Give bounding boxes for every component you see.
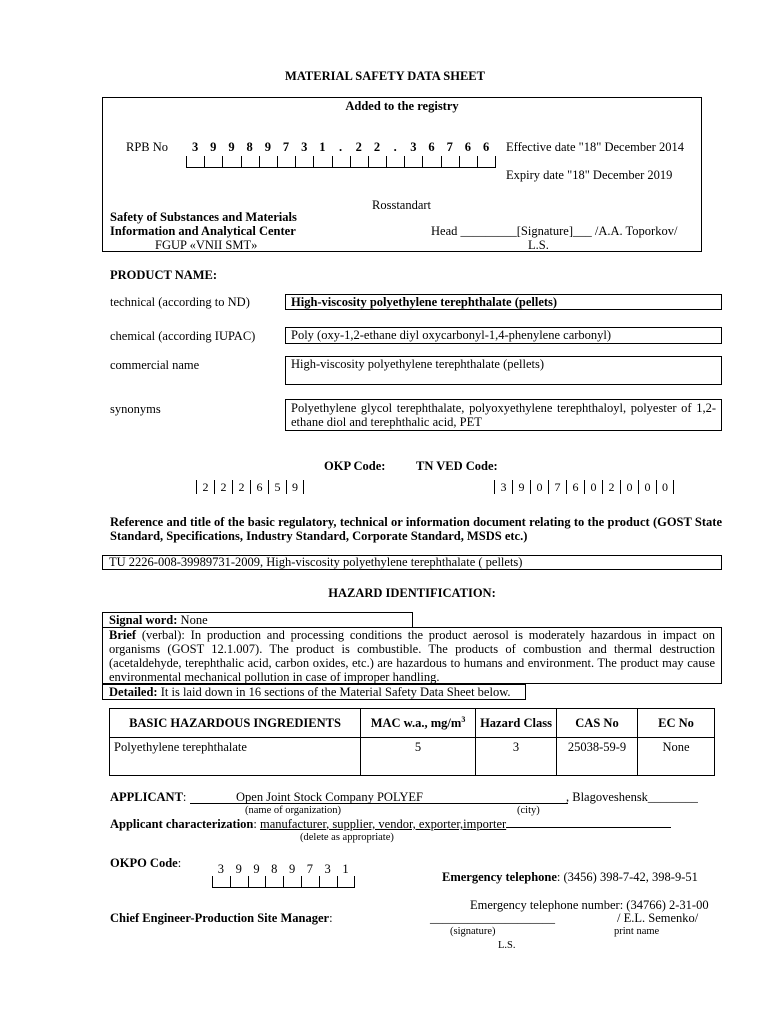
comb-cell xyxy=(369,156,387,168)
ingredient-mac: 5 xyxy=(361,738,476,776)
digit: 3 xyxy=(324,862,331,876)
digit: 9 xyxy=(228,140,235,154)
reference-value: TU 2226-008-39989731-2009, High-viscosity polyethylene terephthalate ( pellets) xyxy=(109,555,523,569)
digit: 7 xyxy=(282,140,290,154)
emergency-telephone: Emergency telephone: (3456) 398-7-42, 398-9-51 xyxy=(442,870,698,884)
agency-name: Rosstandart xyxy=(372,198,432,212)
digit: . xyxy=(393,140,397,154)
comb-cell xyxy=(351,156,369,168)
comb-cell xyxy=(478,156,496,168)
code-digit: 0 xyxy=(530,480,548,494)
detailed-value: It is laid down in 16 sections of the Material Safety Data Sheet below. xyxy=(157,685,511,699)
code-digit: 0 xyxy=(656,480,674,494)
applicant-characterization: Applicant characterization: manufacturer, supplier, vendor, exporter,importer xyxy=(110,817,671,832)
digit: 7 xyxy=(306,862,313,876)
signature-print-name: / E.L. Semenko/ xyxy=(617,911,699,925)
applicant-org: Open Joint Stock Company POLYEF xyxy=(236,790,423,804)
okpo-comb xyxy=(212,876,355,888)
document-title: MATERIAL SAFETY DATA SHEET xyxy=(285,69,485,83)
expiry-date: Expiry date "18" December 2019 xyxy=(506,168,673,182)
applicant-city: , Blagoveshensk________ xyxy=(566,790,698,804)
signal-word-box xyxy=(102,612,413,628)
comb-cell xyxy=(260,156,278,168)
okp-code-digits xyxy=(196,480,304,494)
code-digit: 6 xyxy=(250,480,268,494)
signal-word-label: Signal word: xyxy=(109,613,178,627)
reference-value-box xyxy=(102,555,722,570)
col-hazard-class: Hazard Class xyxy=(476,709,557,738)
brief-label: Brief xyxy=(109,628,137,642)
digit: 3 xyxy=(217,862,225,876)
table-header-row xyxy=(110,709,715,738)
signature-line: ____________________ xyxy=(430,911,555,925)
tnved-code-digits xyxy=(494,480,674,494)
rpb-label: RPB No xyxy=(126,140,169,154)
comb-cell xyxy=(338,876,356,888)
digit: 8 xyxy=(271,862,278,876)
comb-cell xyxy=(314,156,332,168)
digit: 9 xyxy=(210,140,217,154)
characterization-struck: , supplier, vendor, exporter,importer xyxy=(326,817,507,831)
digit: 9 xyxy=(288,862,296,876)
applicant-label: APPLICANT: xyxy=(110,790,187,804)
synonyms-value-box xyxy=(285,399,722,431)
technical-value-box xyxy=(285,294,722,310)
comb-cell xyxy=(442,156,460,168)
comb-cell xyxy=(242,156,260,168)
registry-header: Added to the registry xyxy=(345,99,459,113)
tnved-code-label: TN VED Code: xyxy=(416,459,498,473)
table-row xyxy=(110,738,715,776)
digit: 6 xyxy=(428,140,435,154)
emergency-number-line: Emergency telephone number: (34766) 2-31-00 xyxy=(470,898,709,912)
digit: 1 xyxy=(319,140,326,154)
org-line-1: Safety of Substances and Materials xyxy=(110,210,297,224)
characterization-caption: (delete as appropriate) xyxy=(300,832,394,843)
comb-cell xyxy=(405,156,423,168)
synonyms-value: Polyethylene glycol terephthalate, polyoxyethylene terephthaloyl, polyester of 1,2- ethane diol and terephthalic acid, PET xyxy=(291,401,716,429)
detailed-label: Detailed: xyxy=(109,685,158,699)
digit: 3 xyxy=(410,140,417,154)
registry-head-signature: Head _________[Signature]___ /A.A. Toporkov/ xyxy=(431,224,678,238)
ingredient-ec: None xyxy=(638,738,715,776)
code-digit: 2 xyxy=(214,480,232,494)
okpo-digits xyxy=(212,862,354,877)
code-digit: 9 xyxy=(512,480,530,494)
signature-ls: L.S. xyxy=(498,940,516,951)
code-digit: 3 xyxy=(494,480,512,494)
commercial-value-box xyxy=(285,356,722,385)
comb-cell xyxy=(320,876,338,888)
org-line-2: Information and Analytical Center xyxy=(110,224,296,238)
digit: 9 xyxy=(253,862,260,876)
col-cas: CAS No xyxy=(557,709,638,738)
signal-word-value: None xyxy=(177,613,208,627)
technical-value: High-viscosity polyethylene terephthalate (pellets) xyxy=(291,295,558,309)
okpo-label: OKPO Code: xyxy=(110,856,182,870)
ingredient-hazard-class: 3 xyxy=(476,738,557,776)
applicant-org-caption: (name of organization) xyxy=(245,805,342,816)
code-digit: 0 xyxy=(620,480,638,494)
commercial-value: High-viscosity polyethylene terephthalate (pellets) xyxy=(291,357,545,371)
code-digit: 0 xyxy=(638,480,656,494)
print-name-caption: print name xyxy=(614,926,660,937)
comb-cell xyxy=(278,156,296,168)
digit: 9 xyxy=(235,862,242,876)
code-digit: 0 xyxy=(584,480,602,494)
technical-label: technical (according to ND) xyxy=(110,295,250,309)
code-digit: 2 xyxy=(602,480,620,494)
comb-cell xyxy=(333,156,351,168)
comb-cell xyxy=(423,156,441,168)
comb-cell xyxy=(296,156,314,168)
chemical-label: chemical (according IUPAC) xyxy=(110,329,256,343)
digit: 2 xyxy=(355,140,362,154)
registry-ls: L.S. xyxy=(528,238,549,252)
digit: 3 xyxy=(191,140,199,154)
comb-cell xyxy=(284,876,302,888)
comb-cell xyxy=(231,876,249,888)
digit: 1 xyxy=(342,862,349,876)
digit: 6 xyxy=(464,140,472,154)
comb-cell xyxy=(302,876,320,888)
code-digit: 2 xyxy=(232,480,250,494)
reference-heading: Reference and title of the basic regulatory, technical or information document relating to the product (GOST State Standard, Specifications, Industry Standard, Corporate Standard, MSDS etc.) xyxy=(110,515,722,543)
signature-caption: (signature) xyxy=(450,926,496,937)
code-digit: 5 xyxy=(268,480,286,494)
product-name-heading: PRODUCT NAME: xyxy=(110,268,218,282)
chemical-value-box xyxy=(285,327,722,344)
brief-box xyxy=(102,627,722,684)
comb-cell xyxy=(205,156,223,168)
digit: . xyxy=(339,140,343,154)
ingredient-name: Polyethylene terephthalate xyxy=(110,738,361,776)
hazard-heading: HAZARD IDENTIFICATION: xyxy=(328,586,496,600)
okp-code-label: OKP Code: xyxy=(324,459,386,473)
chemical-value: Poly (oxy-1,2-ethane diyl oxycarbonyl-1,4-phenylene carbonyl) xyxy=(291,328,612,342)
comb-cell xyxy=(187,156,205,168)
ingredients-table xyxy=(109,708,715,776)
col-mac: MAC w.a., $mg/m^3$ xyxy=(361,709,476,738)
signature-label: Chief Engineer-Production Site Manager: xyxy=(110,911,333,925)
digit: 3 xyxy=(301,140,308,154)
digit: 2 xyxy=(373,140,381,154)
code-digit: 6 xyxy=(566,480,584,494)
comb-cell xyxy=(266,876,284,888)
rpb-number xyxy=(186,140,495,155)
digit: 8 xyxy=(246,140,253,154)
code-digit: 9 xyxy=(286,480,304,494)
brief-value: (verbal): In production and processing conditions the product aerosol is moderately hazardous in impact on organisms (GOST 12.1.007). The product is combustible. The products of combustion and thermal destruction (acetaldehyde, terephthalic acid, carbon oxides, etc.) are hazardous to humans and environment. The product may cause environmental mechanical pollution in case of improper handling. xyxy=(109,628,715,684)
applicant-city-caption: (city) xyxy=(517,805,540,816)
digit: 9 xyxy=(264,140,271,154)
digit: 6 xyxy=(482,140,490,154)
rpb-number-comb xyxy=(186,156,496,168)
commercial-label: commercial name xyxy=(110,358,200,372)
comb-cell xyxy=(249,876,267,888)
effective-date: Effective date "18" December 2014 xyxy=(506,140,684,154)
comb-cell xyxy=(213,876,231,888)
comb-cell xyxy=(387,156,405,168)
code-digit: 7 xyxy=(548,480,566,494)
col-ec: EC No xyxy=(638,709,715,738)
digit: 7 xyxy=(446,140,453,154)
characterization-kept: manufacturer xyxy=(260,817,327,831)
org-line-3: FGUP «VNII SMT» xyxy=(155,238,258,252)
code-digit: 2 xyxy=(196,480,214,494)
detailed-box xyxy=(102,684,526,700)
col-ingredients: BASIC HAZARDOUS INGREDIENTS xyxy=(110,709,361,738)
ingredient-cas: 25038-59-9 xyxy=(557,738,638,776)
comb-cell xyxy=(460,156,478,168)
synonyms-label: synonyms xyxy=(110,402,161,416)
comb-cell xyxy=(223,156,241,168)
